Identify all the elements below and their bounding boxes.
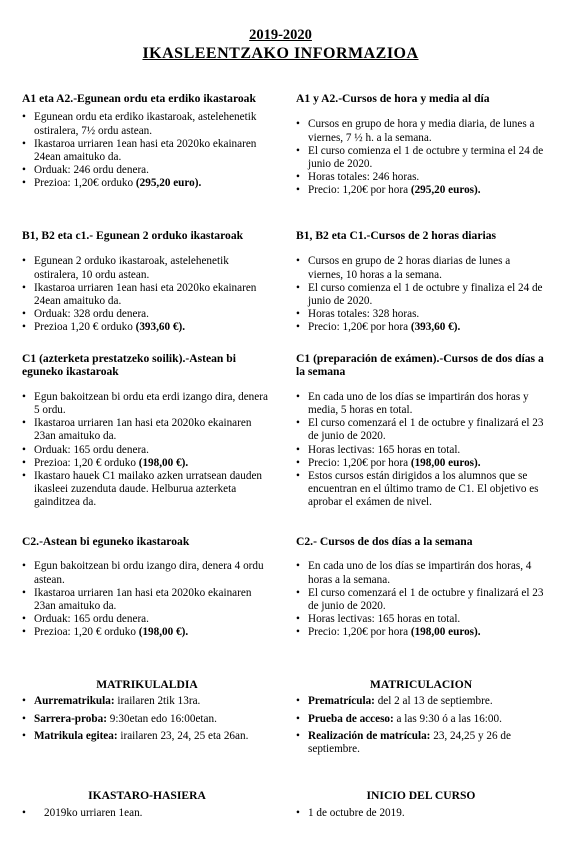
list-item: • Prezioa 1,20 € orduko (393,60 €). bbox=[22, 321, 272, 334]
section-c2-es bbox=[296, 535, 546, 640]
list-item: • Ikastaroa urriaren 1an hasi eta 2020ko ekainaren 23an amaituko da. bbox=[22, 587, 272, 613]
list-item: • El curso comienza el 1 de octubre y finaliza el 24 de junio de 2020. bbox=[296, 282, 546, 308]
section-heading: A1 eta A2.-Egunean ordu eta erdiko ikastaroak bbox=[22, 92, 256, 105]
list-item: • Matrikula egitea: irailaren 23, 24, 25 eta 26an. bbox=[22, 730, 272, 743]
bullet-list bbox=[296, 118, 546, 197]
section-heading: B1, B2 eta c1.- Egunean 2 orduko ikastaroak bbox=[22, 229, 244, 242]
section-heading: B1, B2 eta C1.-Cursos de 2 horas diarias bbox=[296, 229, 496, 242]
bullet-list bbox=[22, 560, 272, 639]
section-b1-b2-c1-es bbox=[296, 229, 546, 335]
section-heading: C2.- Cursos de dos días a la semana bbox=[296, 535, 473, 548]
list-item: • Realización de matrícula: 23, 24,25 y 26 de septiembre. bbox=[296, 730, 546, 756]
list-item: • Orduak: 165 ordu denera. bbox=[22, 613, 272, 626]
list-item: • Ikastaroa urriaren 1ean hasi eta 2020ko ekainaren 24ean amaituko da. bbox=[22, 282, 272, 308]
list-item: • Prezioa: 1,20€ orduko (295,20 euro). bbox=[22, 177, 272, 190]
list-item: • Estos cursos están dirigidos a los alumnos que se encuentran en el último tramo de C1. El objetivo es aprobar el exámen de nivel. bbox=[296, 470, 546, 510]
section-heading: IKASTARO-HASIERA bbox=[88, 789, 206, 802]
section-heading: C2.-Astean bi eguneko ikastaroak bbox=[22, 535, 190, 548]
bullet-list bbox=[296, 255, 546, 334]
section-c1-es bbox=[296, 352, 546, 510]
list-item: • Orduak: 165 ordu denera. bbox=[22, 444, 272, 457]
list-item: • Precio: 1,20€ por hora (198,00 euros). bbox=[296, 626, 546, 639]
list-item: • Prezioa: 1,20 € orduko (198,00 €). bbox=[22, 626, 272, 639]
list-item: • Egun bakoitzean bi ordu eta erdi izango dira, denera 5 ordu. bbox=[22, 391, 272, 417]
list-item: • Orduak: 246 ordu denera. bbox=[22, 164, 272, 177]
list-item: • Aurrematrikula: irailaren 2tik 13ra. bbox=[22, 695, 272, 708]
list-item: • Precio: 1,20€ por hora (393,60 €). bbox=[296, 321, 546, 334]
bullet-list bbox=[296, 695, 546, 756]
section-c2-eu bbox=[22, 535, 272, 640]
bullet-list bbox=[22, 111, 272, 190]
bullet-list bbox=[22, 255, 272, 334]
bullet-list bbox=[22, 807, 272, 820]
list-item: • 2019ko urriaren 1ean. bbox=[22, 807, 272, 820]
section-c1-eu bbox=[22, 352, 272, 510]
section-heading: C1 (preparación de exámen).-Cursos de dos días a la semana bbox=[296, 352, 544, 379]
section-b1-b2-c1-eu bbox=[22, 229, 272, 335]
list-item: • En cada uno de los días se impartirán dos horas, 4 horas a la semana. bbox=[296, 560, 546, 586]
list-item: • Ikastaro hauek C1 mailako azken urratsean dauden ikasleei zuzenduta daude. Helburua azterketa gainditzea da. bbox=[22, 470, 272, 510]
section-heading: MATRIKULALDIA bbox=[96, 678, 198, 691]
list-item: • Ikastaroa urriaren 1an hasi eta 2020ko ekainaren 23an amaituko da. bbox=[22, 417, 272, 443]
bullet-list bbox=[22, 391, 272, 510]
list-item: • En cada uno de los días se impartirán dos horas y media, 5 horas en total. bbox=[296, 391, 546, 417]
section-inicio bbox=[296, 789, 546, 821]
list-item: • Sarrera-proba: 9:30etan edo 16:00etan. bbox=[22, 713, 272, 726]
list-item: • El curso comenzará el 1 de octubre y finalizará el 23 de junio de 2020. bbox=[296, 587, 546, 613]
list-item: • Prezioa: 1,20 € orduko (198,00 €). bbox=[22, 457, 272, 470]
list-item: • Egun bakoitzean bi ordu izango dira, denera 4 ordu astean. bbox=[22, 560, 272, 586]
section-hasiera bbox=[22, 789, 272, 821]
bullet-list bbox=[22, 695, 272, 743]
list-item: • Cursos en grupo de 2 horas diarias de lunes a viernes, 10 horas a la semana. bbox=[296, 255, 546, 281]
section-heading: INICIO DEL CURSO bbox=[366, 789, 476, 802]
school-year: 2019-2020 bbox=[249, 27, 312, 43]
document-title bbox=[0, 27, 561, 64]
list-item: • Egunean 2 orduko ikastaroak, astelehenetik ostiralera, 10 ordu astean. bbox=[22, 255, 272, 281]
bullet-list bbox=[296, 807, 546, 820]
list-item: • Egunean ordu eta erdiko ikastaroak, astelehenetik ostiralera, 7½ ordu astean. bbox=[22, 111, 272, 137]
list-item: • El curso comienza el 1 de octubre y termina el 24 de junio de 2020. bbox=[296, 145, 546, 171]
list-item: • Horas totales: 246 horas. bbox=[296, 171, 546, 184]
section-a1-a2-es bbox=[296, 92, 546, 198]
title-heading: IKASLEENTZAKO INFORMAZIOA bbox=[142, 45, 419, 62]
section-heading: A1 y A2.-Cursos de hora y media al día bbox=[296, 92, 490, 105]
list-item: • Horas lectivas: 165 horas en total. bbox=[296, 444, 546, 457]
list-item: • Prematrícula: del 2 al 13 de septiembre. bbox=[296, 695, 546, 708]
list-item: • Precio: 1,20€ por hora (198,00 euros). bbox=[296, 457, 546, 470]
bullet-list bbox=[296, 560, 546, 639]
list-item: • Orduak: 328 ordu denera. bbox=[22, 308, 272, 321]
list-item: • Prueba de acceso: a las 9:30 ó a las 16:00. bbox=[296, 713, 546, 726]
list-item: • Cursos en grupo de hora y media diaria, de lunes a viernes, 7 ½ h. a la semana. bbox=[296, 118, 546, 144]
section-matrikulaldia bbox=[22, 678, 272, 743]
list-item: • 1 de octubre de 2019. bbox=[296, 807, 546, 820]
list-item: • Horas lectivas: 165 horas en total. bbox=[296, 613, 546, 626]
list-item: • El curso comenzará el 1 de octubre y finalizará el 23 de junio de 2020. bbox=[296, 417, 546, 443]
bullet-list bbox=[296, 391, 546, 510]
list-item: • Ikastaroa urriaren 1ean hasi eta 2020ko ekainaren 24ean amaituko da. bbox=[22, 138, 272, 164]
list-item: • Precio: 1,20€ por hora (295,20 euros). bbox=[296, 184, 546, 197]
section-matriculacion bbox=[296, 678, 546, 756]
list-item: • Horas totales: 328 horas. bbox=[296, 308, 546, 321]
section-a1-a2-eu bbox=[22, 92, 272, 191]
section-heading: C1 (azterketa prestatzeko soilik).-Astean bi eguneko ikastaroak bbox=[22, 352, 236, 379]
section-heading: MATRICULACION bbox=[369, 678, 473, 691]
